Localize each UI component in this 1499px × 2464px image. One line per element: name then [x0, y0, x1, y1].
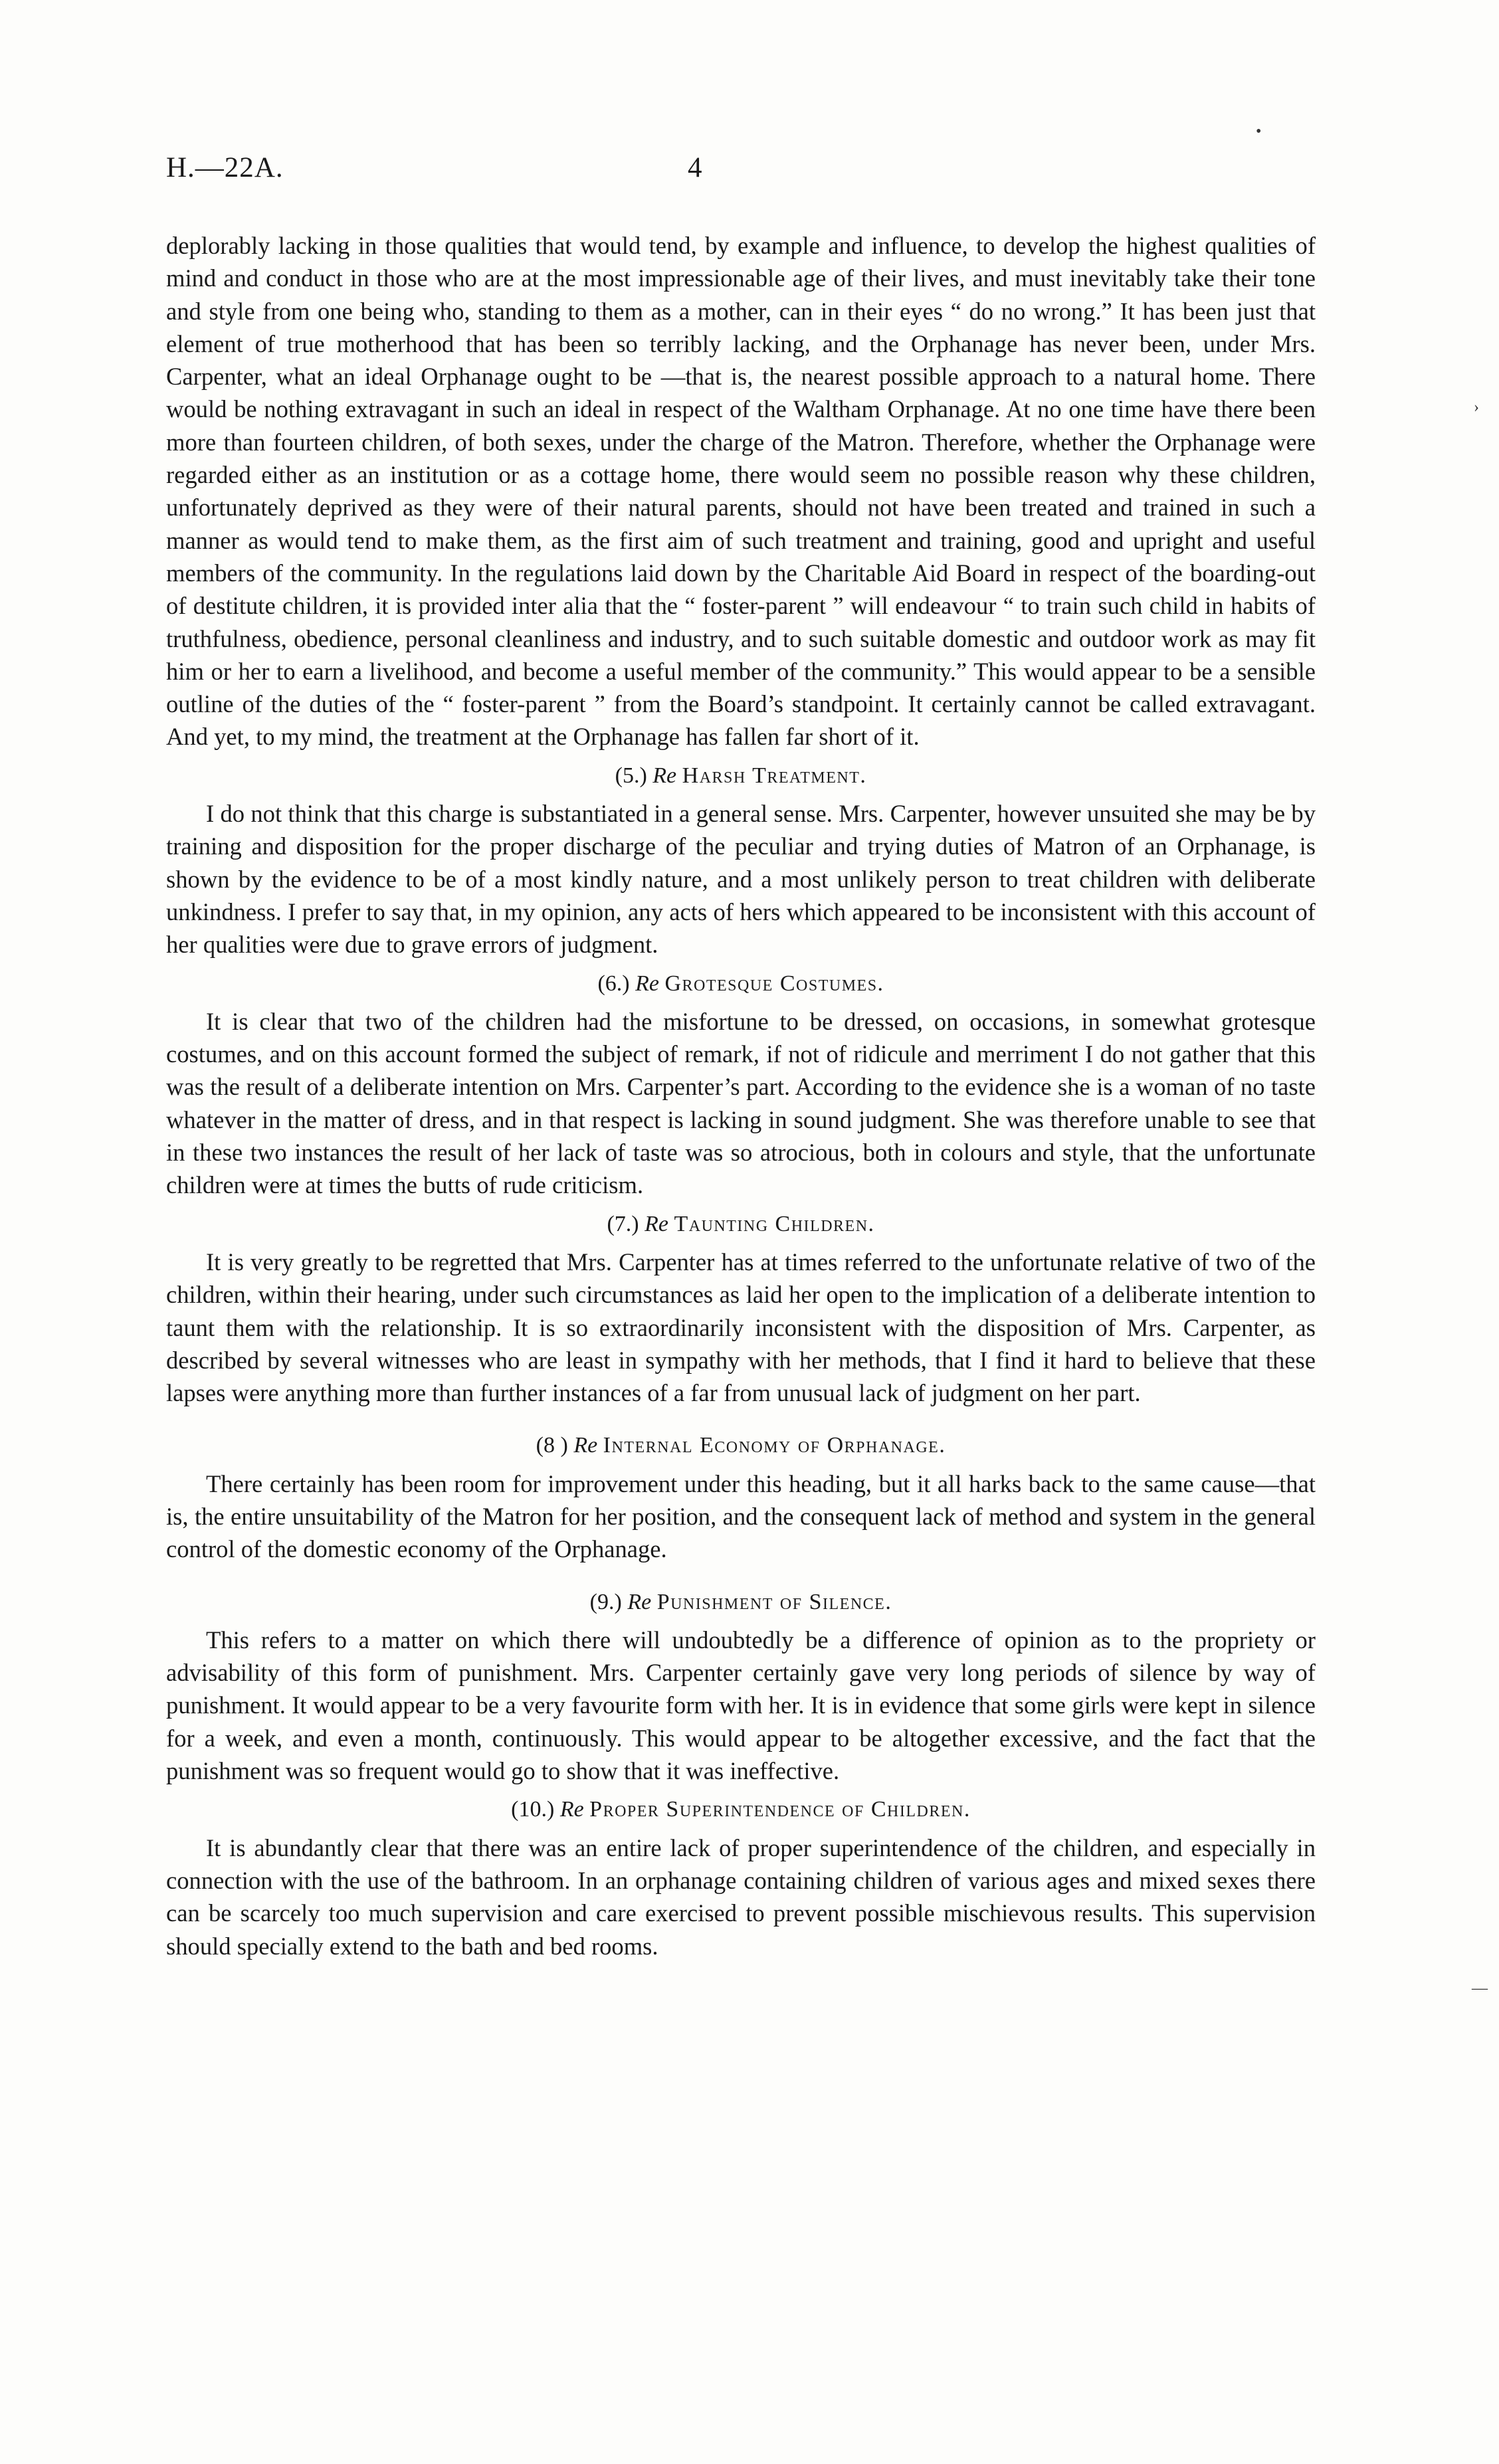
section-paragraph: This refers to a matter on which there will undoubtedly be a difference of opinion as to the propriety or advisability of this form of punishment. Mrs. Carpenter certainly gave very long periods of silence by way of punishment. It would appear to be a very favourite form with her. It is in evidence that some girls were kept in silence for a week, and even a month, continuously. This would appear to be altogether excessive, and the fact that the punishment was so frequent would go to show that it was ineffective.: [166, 1626, 1316, 1785]
scan-speck: •: [1256, 123, 1262, 140]
section-heading-grotesque-costumes: [166, 967, 1316, 1000]
section-paragraph: It is clear that two of the children had the misfortune to be dressed, on occasions, in somewhat grotesque costumes, and on this account formed the subject of remark, if not of ridicule and merriment I do not gather that this was the result of a deliberate intention on Mrs. Carpenter’s part. According to the evidence she is a woman of no taste whatever in the matter of dress, and in that respect is lacking in sound judgment. She was therefore unable to see that in these two instances the result of her lack of taste was so atrocious, both in colours and style, that the unfortunate children were at times the butts of rude criticism.: [166, 1007, 1316, 1199]
page-number: 4: [688, 152, 702, 183]
document-reference-suffix: A: [254, 152, 276, 183]
section-paragraph: It is very greatly to be regretted that Mrs. Carpenter has at times referred to the unfortunate relative of two of the children, within their hearing, under such circumstances as laid her open to the implication of a deliberate intention to taunt them with the relationship. It is so extraordinarily inconsistent with the disposition of Mrs. Carpenter, as described by several witnesses who are least in sympathy with her methods, that I find it hard to believe that these lapses were anything more than further instances of a far from unusual lack of judgment on her part.: [166, 1248, 1316, 1407]
section-title: Proper Superintendence of Children.: [589, 1797, 971, 1822]
section-title: Grotesque Costumes.: [664, 971, 884, 996]
section-number: (5.): [615, 763, 647, 788]
section-title: Internal Economy of Orphanage.: [603, 1433, 946, 1458]
document-reference-dot: .: [275, 152, 284, 183]
scan-speck: —: [1472, 1980, 1488, 1997]
section-title: Harsh Treatment.: [682, 763, 867, 788]
document-reference: [166, 151, 284, 184]
section-paragraph: There certainly has been room for improvement under this heading, but it all harks back to the same cause—that is, the entire unsuitability of the Matron for her position, and the consequent lack of method and system in the general control of the domestic economy of the Orphanage.: [166, 1469, 1316, 1563]
scan-speck: ›: [1474, 399, 1479, 416]
section-re: Re: [627, 1589, 652, 1614]
section-heading-proper-superintendence: [166, 1793, 1316, 1826]
section-paragraph: I do not think that this charge is substantiated in a general sense. Mrs. Carpenter, however unsuited she may be by training and disposition for the proper discharge of the peculiar and trying duties of Matron of an Orphanage, is shown by the evidence to be of a most kindly nature, and a most unlikely person to treat children with deliberate unkindness. I prefer to say that, in my opinion, any acts of hers which appeared to be inconsistent with this account of her qualities were due to grave errors of judgment.: [166, 800, 1316, 959]
section-re: Re: [652, 763, 677, 788]
section-number: (7.): [607, 1211, 639, 1236]
section-heading-harsh-treatment: [166, 759, 1316, 792]
section-number: (6.): [597, 971, 630, 996]
document-reference-prefix: H.—22: [166, 152, 254, 183]
section-paragraph: It is abundantly clear that there was an entire lack of proper superintendence of the children, and especially in connection with the use of the bathroom. In an orphanage containing children of various ages and mixed sexes there can be scarcely too much supervision and care exercised to prevent possible mischievous results. This supervision should specially extend to the bath and bed rooms.: [166, 1834, 1316, 1960]
section-heading-punishment-of-silence: [166, 1586, 1316, 1618]
continued-paragraph: deplorably lacking in those qualities that would tend, by example and influence, to develop the highest qualities of mind and conduct in those who are at the most impressionable age of their lives, and must inevitably take their tone and style from one being who, standing to them as a mother, can in their eyes “ do no wrong.” It has been just that element of true motherhood that has been so terribly lacking, and the Orphanage has never been, under Mrs. Carpenter, what an ideal Orphanage ought to be —that is, the nearest possible approach to a natural home. There would be nothing extravagant in such an ideal in respect of the Waltham Orphanage. At no one time have there been more than fourteen children, of both sexes, under the charge of the Matron. Therefore, whether the Orphanage were regarded either as an institution or as a cottage home, there would seem no possible reason why these children, unfortunately deprived as they were of their natural parents, should not have been treated and trained in such a manner as would tend to make them, as the first aim of such treatment and training, good and upright and useful members of the community. In the regulations laid down by the Charitable Aid Board in respect of the boarding-out of destitute children, it is provided inter alia that the “ foster-parent ” will endeavour “ to train such child in habits of truthfulness, obedience, personal cleanliness and industry, and to such suitable domestic and outdoor work as may fit him or her to earn a livelihood, and become a useful member of the community.” This would appear to be a sensible outline of the duties of the “ foster-parent ” from the Board’s standpoint. It certainly cannot be called extravagant. And yet, to my mind, the treatment at the Orphanage has fallen far short of it.: [166, 232, 1316, 751]
section-re: Re: [635, 971, 659, 996]
section-number: (8 ): [536, 1433, 568, 1458]
section-re: Re: [645, 1211, 668, 1236]
section-title: Taunting Children.: [674, 1211, 875, 1236]
report-body: [166, 229, 1316, 1962]
page-header: [166, 151, 1316, 191]
section-heading-internal-economy: [166, 1429, 1316, 1462]
section-title: Punishment of Silence.: [656, 1589, 892, 1614]
section-heading-taunting-children: [166, 1208, 1316, 1240]
section-number: (10.): [511, 1797, 555, 1822]
section-re: Re: [573, 1433, 598, 1458]
section-number: (9.): [589, 1589, 622, 1614]
section-re: Re: [559, 1797, 584, 1822]
